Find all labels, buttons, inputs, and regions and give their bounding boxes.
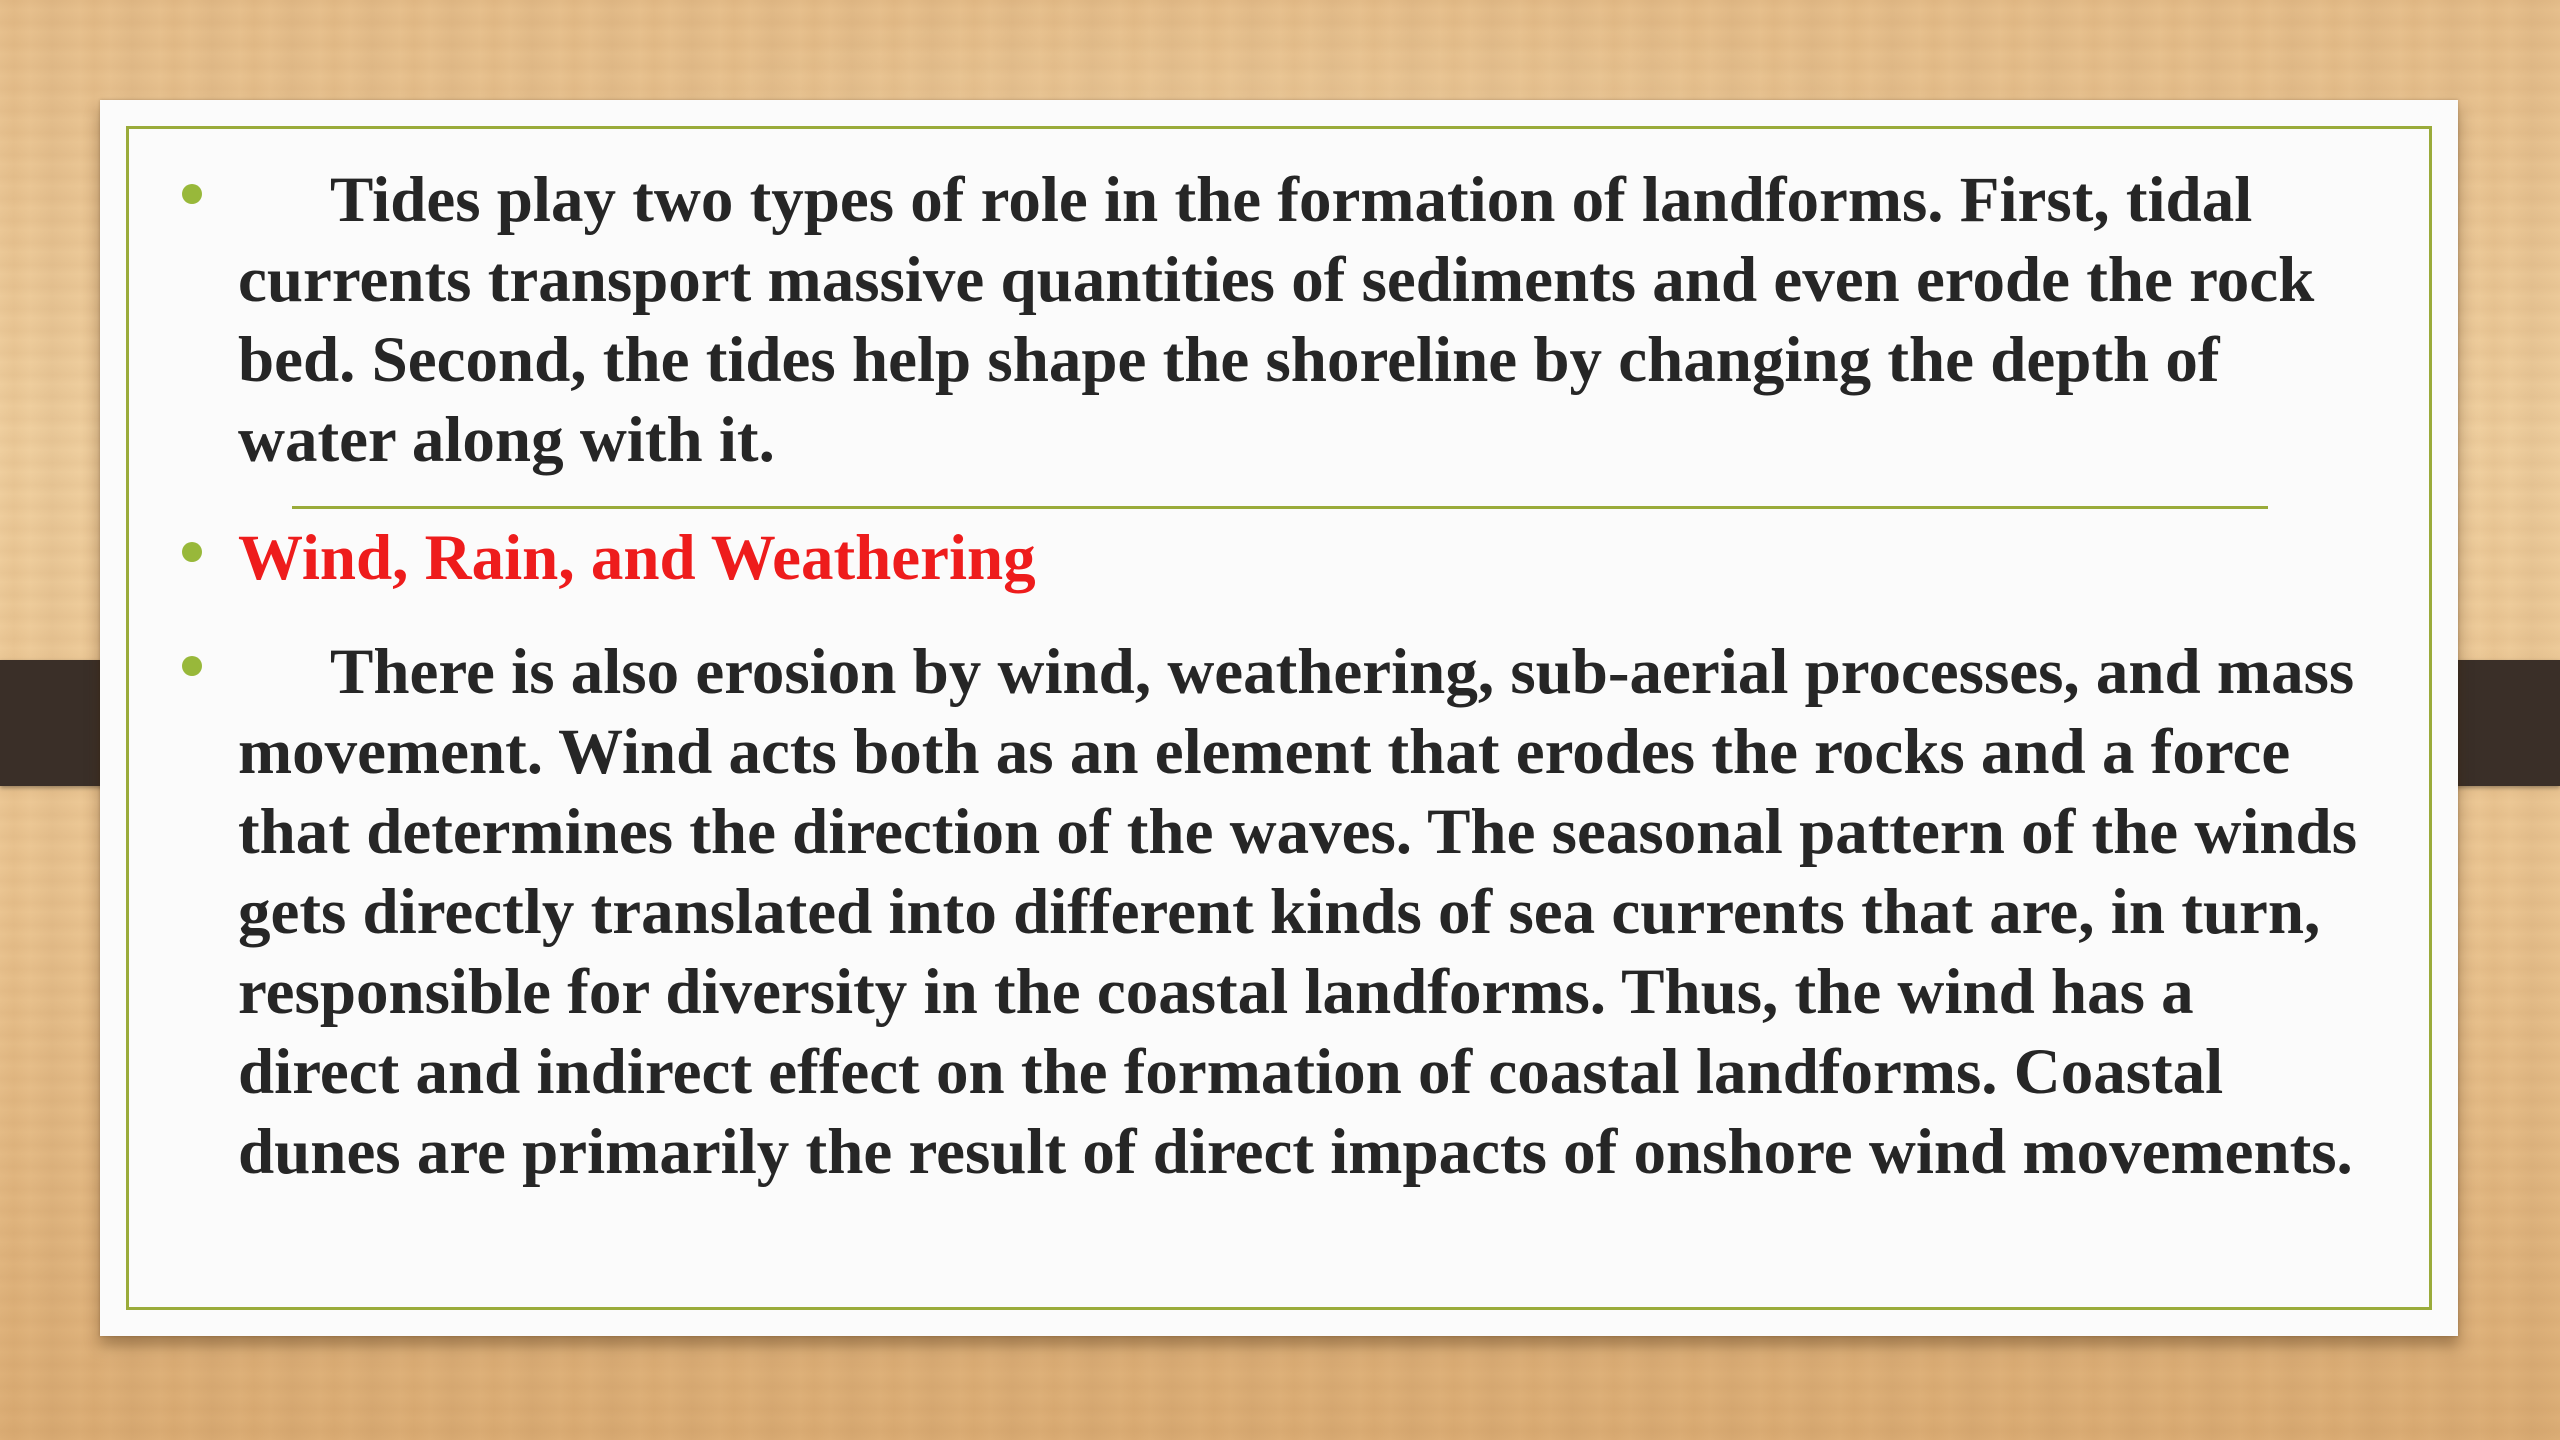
bullet-tides	[238, 160, 2368, 480]
bullet-heading	[238, 518, 2368, 598]
bullet-dot-icon	[182, 542, 202, 562]
paragraph-wind: There is also erosion by wind, weathering, sub-aerial processes, and mass movement. Wind acts both as an element that erodes the rocks and a force that determines the direction of the waves. The seasonal pattern of the winds gets directly translated into different kinds of sea currents that are, in turn, responsible for diversity in the coastal landforms. Thus, the wind has a direct and indirect effect on the formation of coastal landforms. Coastal dunes are primarily the result of direct impacts of onshore wind movements.	[238, 636, 2358, 1188]
bullet-dot-icon	[182, 656, 202, 676]
section-heading: Wind, Rain, and Weathering	[238, 522, 1036, 594]
paragraph-tides: Tides play two types of role in the formation of landforms. First, tidal currents transport massive quantities of sediments and even erode the rock bed. Second, the tides help shape the shoreline by changing the depth of water along with it.	[238, 164, 2315, 476]
bullet-wind	[238, 632, 2368, 1192]
bullet-dot-icon	[182, 184, 202, 204]
section-divider	[292, 506, 2268, 509]
